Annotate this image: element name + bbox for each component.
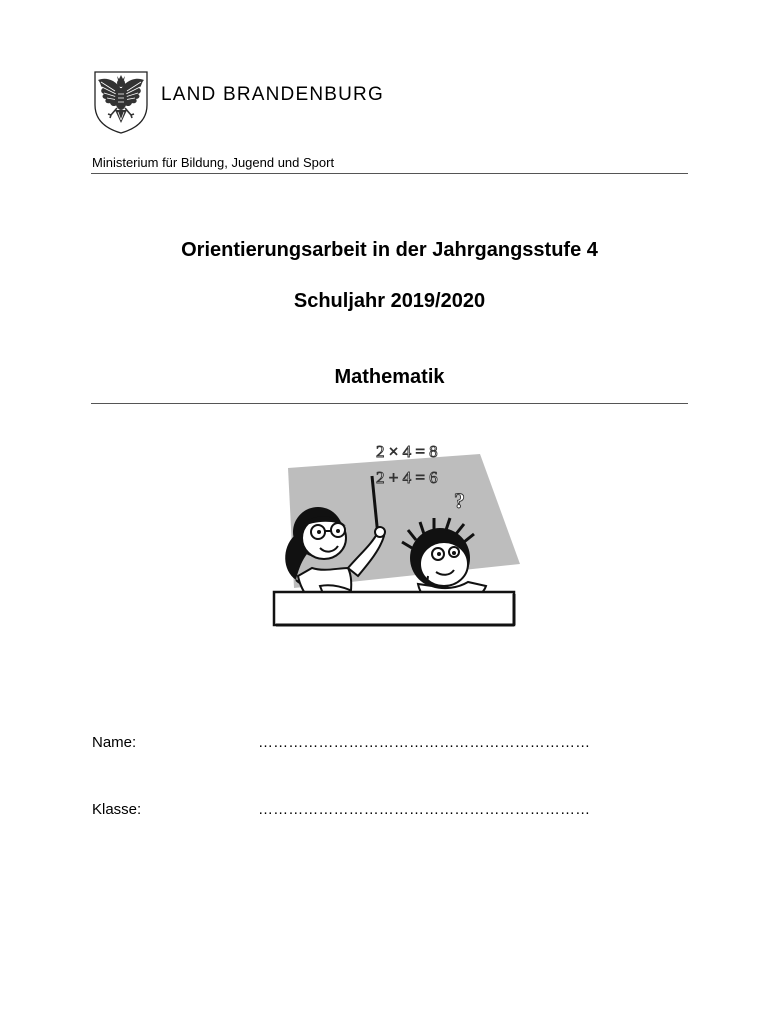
name-input-line[interactable]: ………………………………………………………… <box>258 734 591 751</box>
school-year: Schuljahr 2019/2020 <box>293 290 486 312</box>
title-divider <box>91 403 688 404</box>
brand-name: LAND BRANDENBURG <box>161 84 384 105</box>
equation-multiplication: 2 × 4 = 8 <box>376 442 438 461</box>
coat-of-arms-logo <box>91 69 151 135</box>
header-divider <box>91 173 688 174</box>
question-mark: ? <box>454 488 465 513</box>
ministry-name: Ministerium für Bildung, Jugend und Sport <box>92 155 335 170</box>
document-title: Orientierungsarbeit in der Jahrgangsstufe 4 <box>181 239 598 261</box>
subject-title: Mathematik <box>334 366 445 388</box>
equation-addition: 2 + 4 = 6 <box>376 468 438 487</box>
name-label: Name: <box>92 734 137 751</box>
klasse-label: Klasse: <box>92 801 142 818</box>
math-classroom-illustration <box>268 436 522 628</box>
desk <box>274 592 514 625</box>
klasse-input-line[interactable]: ………………………………………………………… <box>258 801 591 818</box>
